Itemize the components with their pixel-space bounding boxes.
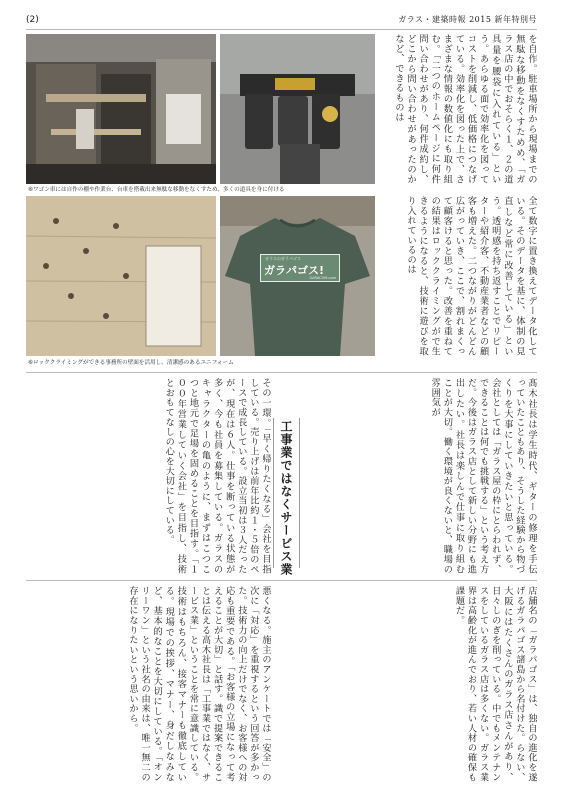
photo-climbing-wall — [26, 196, 216, 356]
col-50: 髙木社長は — [526, 378, 537, 430]
shirt-logo-small: ガラスのガラパゴス — [265, 256, 301, 261]
col-78: もちろん、接客マナーも徹底 — [175, 617, 187, 752]
caption-top: ⑥ワゴン車には自作の棚や作業台、台車を搭載出来無駄な移動をなくすため、多くの道具を身に付ける — [28, 187, 285, 193]
col-2: め、「ガラス店の中でおそらく — [501, 34, 525, 184]
col-76: く、サービス業」ということ — [187, 586, 211, 782]
page-number: (2) — [26, 15, 39, 25]
col-54: そうした経験から物 — [513, 476, 525, 565]
col-5: で効率化を図ってコストを削 — [465, 34, 489, 184]
col-1: の無駄な移動をなくすため — [513, 34, 537, 184]
text-block-upper-2 — [379, 196, 537, 356]
col-91: ガラス店さんがあり、日々 — [489, 586, 513, 782]
col-31: が、現在は６人。仕事を断っ — [223, 378, 235, 513]
col-69: するという回答が多かった。 — [235, 586, 259, 782]
col-58: の枠にとらわれず、できること — [477, 378, 501, 574]
col-14: 化している。そのデータを基 — [513, 196, 537, 356]
col-77: を常に意識している。技術は — [175, 586, 199, 782]
header-rule — [26, 29, 537, 30]
col-59: は何でも挑戦する」という考 — [477, 427, 489, 555]
col-47: もてなしの心 — [163, 397, 175, 457]
col-82: ことを大切にしている。 — [151, 646, 163, 757]
col-68: 「安全」の次に「対応」を重視 — [247, 586, 271, 782]
col-11: 約し、どこから問い合わせが — [405, 34, 429, 184]
col-96: おり、若い人材の確保も課題 — [453, 586, 477, 782]
col-39: つこつと地元 — [187, 378, 211, 574]
col-12: あったのかなど、できるものは — [392, 34, 417, 184]
col-71: 客様への対応も重要である。 — [223, 586, 247, 782]
col-90: らない、大阪にはたくさんの — [501, 586, 525, 782]
col-63: 社長は楽しんで仕事に取り組 — [453, 429, 465, 565]
shirt-logo: ガラパゴス! — [264, 264, 325, 277]
col-19: などの顧客も増えた。二つな — [465, 196, 489, 356]
col-95: ガラス業界は高齢化が進んで — [465, 586, 489, 782]
col-64: むことが大切。働く環境が — [441, 378, 465, 574]
caption-bottom: ⑥ロッククライミングができる事務所の壁面を活用し、清潔感のあるユニフォーム — [28, 360, 234, 366]
col-75: 高木社長は「工事業ではな — [199, 635, 211, 753]
col-92: しのぎを削っている。 — [489, 605, 501, 704]
col-30: 設立当初は３人だった — [235, 476, 247, 574]
col-7: 効率化を図った上で、さまざ — [441, 34, 465, 184]
col-49: いる。 — [163, 515, 175, 545]
col-18: ーターや紹介客、不動産業者 — [477, 196, 501, 356]
col-62: い。 — [453, 409, 465, 430]
col-89: 名付けた。 — [513, 693, 525, 743]
col-22: けると思った。改善を重ねて — [441, 226, 453, 356]
heading-rule-left — [273, 418, 274, 568]
col-81: 身だしなみなど、基本的な — [151, 586, 175, 782]
col-87: は、独自の進化を遂げ — [513, 586, 537, 782]
photo-tool-belt — [220, 34, 375, 184]
col-17: 透明感を持ち返すことでリピ — [489, 216, 501, 347]
col-48: を大切にして — [163, 456, 175, 516]
col-41: ることを目指 — [187, 478, 199, 539]
newspaper-title: ガラス・建築時報 2015 新年特別号 — [398, 15, 537, 24]
section-heading: 工事業ではなくサービス業 — [279, 420, 293, 576]
section-rule — [26, 372, 537, 373]
col-16: 善している」という。 — [489, 196, 513, 356]
text-block-lower-left-top — [26, 378, 271, 574]
text-block-lower-right-top — [305, 378, 537, 574]
col-10: 件問い合わせがあり、何件成 — [417, 34, 441, 184]
col-9: む。「二つのホームページに何 — [429, 34, 441, 175]
col-55: づくりを大事にしていきたいと — [501, 378, 525, 574]
col-60: え方だ。今後はガラス店とし — [465, 378, 489, 574]
col-88: るガラパゴス諸島から — [513, 595, 525, 694]
col-3: １、２の道具量を腰袋に入れ — [489, 34, 513, 184]
col-80: 現場での挨拶、マナー、 — [163, 606, 175, 721]
col-21: ここで、割れまくって顧客 — [441, 196, 465, 356]
col-93: 中でもメンテナンスをしてい — [477, 586, 501, 782]
text-block-upper — [379, 34, 537, 184]
col-23: の結果はロッククライミングが — [429, 196, 441, 337]
col-34: 員を募集して — [211, 440, 223, 503]
col-53: っていたこともあり、 — [513, 378, 525, 476]
col-52: ーの修理を手伝 — [526, 502, 537, 574]
col-46: し、技術とお — [163, 378, 187, 574]
col-65: 良くないと、職場の雰囲気が — [429, 378, 453, 574]
shirt-url: GARACOM.com — [309, 276, 336, 280]
col-72: 「お客様の立場になって考える — [211, 586, 235, 782]
col-26: その一環。「早く帰りたくな — [260, 378, 271, 504]
col-28: 売り上げは前年比約１・５ — [247, 427, 259, 545]
heading-rule-right — [299, 418, 300, 568]
col-85: なりたいという思いから。 — [126, 615, 138, 734]
col-83: 「オンリーワン」という社名 — [139, 586, 163, 782]
col-33: 多く、今も社 — [211, 378, 223, 441]
col-20: がりがどんどん広がっていき、 — [453, 196, 477, 356]
col-44: 営業していく — [175, 409, 187, 472]
col-56: 思っている。 — [501, 512, 513, 574]
col-73: ことが大切」と話す。 — [211, 605, 223, 704]
col-94: るガラス店は多くない。 — [477, 635, 489, 743]
photo-wagon — [26, 34, 216, 184]
col-84: の由来は、唯一無二の存在に — [126, 586, 151, 782]
col-13: 全て数字に置き換えてデータ — [526, 196, 537, 327]
col-79: している。 — [163, 586, 187, 782]
col-70: 技術力の向上だけでなく、お — [235, 605, 247, 734]
text-block-bottom-left — [26, 586, 271, 782]
col-86: 店舗名の「ガラパゴス」 — [526, 586, 537, 694]
col-8: まな情報の数値化にも取り組 — [441, 54, 453, 184]
photo-uniform — [220, 196, 375, 356]
col-45: 会社」を目指 — [175, 471, 187, 534]
col-61: て新しい分野にも進出した — [453, 378, 477, 574]
col-40: で足場を固め — [187, 418, 199, 479]
col-29: 倍のペースで成長している。 — [235, 378, 259, 574]
col-15: に、体制の見直しなど常に改 — [501, 196, 525, 356]
col-37: ーの亀のよう — [199, 429, 211, 492]
col-35: いる。ガラスの — [211, 502, 223, 574]
shirt-logo-box — [260, 254, 340, 282]
col-38: に、まずはこ — [199, 491, 211, 554]
col-36: キャラクタ — [199, 378, 211, 430]
col-66: 悪くなる。 — [260, 586, 271, 635]
col-25: に遊びを取り入れているのは — [405, 196, 429, 356]
col-0: を自作。駐車場所から現場まで — [526, 34, 537, 175]
lower-rule — [26, 580, 537, 581]
col-27: る」会社を目指している。 — [247, 378, 271, 574]
col-6: 減し、低価格につなげている。 — [453, 34, 477, 184]
col-42: す。 — [187, 538, 199, 559]
col-51: 学生時代、ギタ — [526, 429, 537, 503]
col-24: で生きるようになると、技術 — [417, 196, 441, 356]
col-74: 識で提案できることは伝える — [199, 586, 223, 782]
text-block-bottom-right — [283, 586, 537, 782]
col-32: ている状態が — [223, 512, 235, 574]
col-97: だ。 — [453, 605, 465, 626]
col-43: 「１００年 — [175, 378, 199, 574]
col-57: 会社としては「ガラス屋 — [489, 378, 501, 486]
col-67: 施主のアンケートでは — [260, 635, 271, 733]
col-4: ている」という。あらゆる面 — [477, 34, 501, 184]
